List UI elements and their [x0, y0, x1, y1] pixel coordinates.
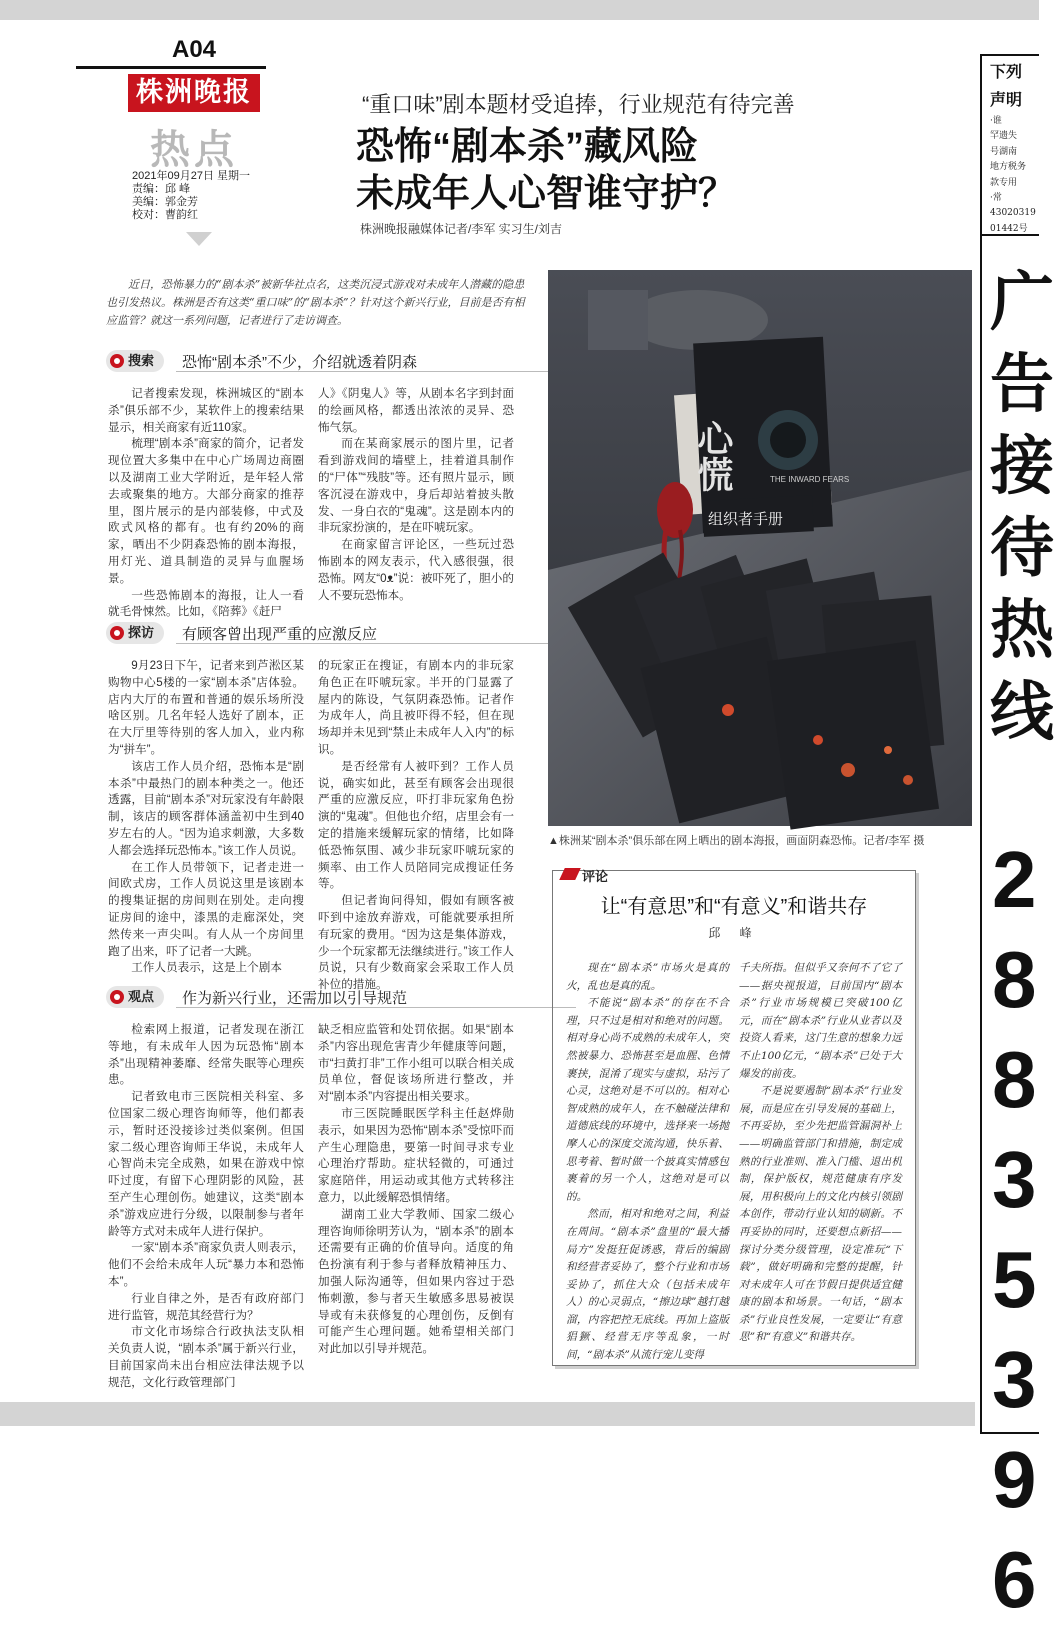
headline-kicker: “重口味”剧本题材受追捧，行业规范有待完善: [362, 92, 795, 117]
article-column: [108, 386, 304, 621]
article-column: [318, 658, 514, 994]
paragraph: 工作人员表示，这是上个剧本: [131, 961, 282, 975]
divider: [176, 371, 576, 372]
book-subtitle: THE INWARD FEARS: [770, 475, 850, 484]
paper-logo: 株洲晚报: [128, 74, 260, 112]
ad-hotline-label: 广 告 接 待 热 线: [990, 265, 1054, 750]
headline: [356, 124, 736, 218]
section-subtitle: 恐怖“剧本杀”不少，介绍就透着阴森: [182, 354, 417, 371]
section-header-search: [106, 350, 536, 372]
paragraph: 然而，相对和绝对之间，利益在周间。“剧本杀”盘里的“最大播局方”发挺狂促诱惑，背后的编剧和经营者妥协了，整个行业和市场妥协了，抓住大众（包括未成年人）的心灵弱点，“擦边球”越打越溜，内容把控无底线。再加上盗版猖獗、经营无序等乱象，一时间，“剧本杀”从流行宠儿变得: [566, 1208, 729, 1362]
page-number: A04: [172, 36, 217, 63]
section-subtitle: 有顾客曾出现严重的应激反应: [182, 626, 378, 643]
paragraph: 记者搜索发现，株洲城区的“剧本杀”俱乐部不少，某软件上的搜索结果显示，相关商家有近110家。: [108, 387, 304, 434]
bottom-bar: [0, 1402, 975, 1426]
paragraph: 不能说“剧本杀”的存在不合理，只不过是相对和绝对的问题。相对身心尚不成熟的未成年人，突然被暴力、恐怖甚至是血腥、色情裹挟，混淆了现实与虚拟，玷污了心灵，这绝对是不可以的。相对心智成熟的成年人，在不触碰法律和道德底线的环境中，选择来一场抛摩人心的深度交流沟通，快乐着、思考着、暂时做一个披真实情感包裹着的另一个人，这绝对是可以的。: [566, 997, 729, 1203]
comment-column: [566, 960, 729, 1365]
paragraph: 在商家留言评论区，一些玩过恐怖剧本的网友表示，代入感很强，很恐怖。网友“0ᴥ”说：被吓死了，胆小的人不要玩恐怖本。: [318, 538, 514, 602]
article-column: [108, 658, 304, 977]
section-tag: 观点: [106, 986, 164, 1008]
comment-author: 邱 峰: [708, 926, 760, 940]
top-bar: [0, 0, 1039, 20]
paragraph: 现在“剧本杀”市场火是真的火，乱也是真的乱。: [566, 962, 729, 992]
paragraph: 人》《阴鬼人》等，从剧本名字到封面的绘画风格，都透出浓浓的灵异、恐怖气氛。: [318, 387, 514, 434]
paragraph: 千夫所指。但似乎又奈何不了它了——据央视报道，目前国内“剧本杀”行业市场规模已突破100亿元，而在“剧本杀”行业从业者以及投资人看来，这门生意的想象力远不止100亿元，“剧本杀”已处于大爆发的前夜。: [739, 962, 902, 1080]
paragraph: 行业自律之外，是否有政府部门进行监管，规范其经营行为？: [108, 1291, 304, 1322]
comment-column: [739, 960, 902, 1347]
section-title: 热点: [150, 126, 238, 173]
booklet-label: 组织者手册: [708, 511, 784, 528]
paragraph: 而在某商家展示的图片里，记者看到游戏间的墙壁上，挂着道具制作的“尸体”“残肢”等。还有照片显示，顾客沉浸在游戏中，身后却站着披头散发、一身白衣的“鬼魂”。这是剧本内的非玩家扮演的，是在吓唬玩家。: [318, 437, 514, 535]
lead-paragraph: 近日，恐怖暴力的“剧本杀”被新华社点名，这类沉浸式游戏对未成年人潜藏的隐患也引发热议。株洲是否有这类“重口味”的“剧本杀”？针对这个新兴行业，目前是否有相应监管？就这一系列问题，记者进行了走访调查。: [106, 278, 525, 327]
article-column: [318, 386, 514, 604]
bullet-icon: [110, 990, 124, 1004]
photo-caption: ▲株洲某“剧本杀”俱乐部在网上晒出的剧本海报，画面阴森恐怖。记者/李军 摄: [548, 835, 925, 847]
article-column: [108, 1022, 304, 1392]
ad-hotline-number: 2 8 8 3 5 3 9 6: [992, 835, 1037, 1624]
headline-line-2: 未成年人心智谁守护？: [356, 173, 737, 215]
paragraph: 市文化市场综合行政执法支队相关负责人说，“剧本杀”属于新兴行业，目前国家尚未出台相应法律法规予以规范，文化行政管理部门: [108, 1325, 304, 1389]
paragraph: 记者致电市三医院相关科室、多位国家二级心理咨询师等，他们都表示，暂时还没接诊过类似案例。但国家二级心理咨询师王华说，未成年人心智尚未完全成熟，如果在游戏中惊吓过度，有留下心理阴影的风险，甚至产生心理创伤。她建议，这类“剧本杀”游戏应进行分级，以限制参与者年龄等方式对未成年人进行保护。: [108, 1090, 304, 1238]
paragraph: 湖南工业大学教师、国家二级心理咨询师徐明芳认为，“剧本杀”的剧本还需要有正确的价值导向。适度的角色扮演有利于参与者释放精神压力、加强人际沟通等，但如果内容过于恐怖刺激，参与者天生敏感多思易被误导或有未获修复的心理创伤，反倒有可能产生心理问题。她希望相关部门对此加以引导并规范。: [318, 1207, 514, 1356]
bullet-icon: [110, 626, 124, 640]
meta-date: 2021年09月27日 星期一: [132, 170, 250, 182]
paragraph: 梳理“剧本杀”商家的简介，记者发现位置大多集中在中心广场周边商圈以及湖南工业大学附近，是年轻人常去或聚集的地方。大部分商家的推荐里，图片展示的是内部装修，中式及欧式风格的都有。也有约20%的商家，晒出不少阴森恐怖的剧本海报，用灯光、道具制造的灵异与血腥场景。: [108, 437, 304, 585]
meta-proofreader: 校对：曹韵红: [132, 209, 198, 221]
paragraph: 一家“剧本杀”商家负责人则表示，他们不会给未成年人玩“暴力本和恐怖本”。: [108, 1241, 304, 1288]
byline: 株洲晚报融媒体记者/李军 实习生/刘吉: [360, 222, 563, 236]
divider: [176, 643, 576, 644]
paragraph: 9月23日下午，记者来到芦淞区某购物中心5楼的一家“剧本杀”店体验。店内大厅的布置和普通的娱乐场所没啥区别。几名年轻人选好了剧本，正在大厅里等待别的客人加入，业内称为“拼车”。: [108, 659, 304, 756]
article-photo: [548, 270, 972, 826]
ad-divider: [982, 234, 1039, 236]
meta-editor: 责编：邱 峰: [132, 183, 191, 195]
paragraph: 但记者询问得知，假如有顾客被吓到中途放弃游戏，可能就要承担所有玩家的费用。“因为这是集体游戏，少一个玩家都无法继续进行。”该工作人员说，只有少数商家会采取工作人员补位的措施。: [318, 894, 514, 992]
paragraph: 的玩家正在搜证，有剧本内的非玩家角色正在吓唬玩家。半开的门显露了屋内的陈设，气氛阴森恐怖。记者作为成年人，尚且被吓得不轻，但在现场却并未见到“禁止未成年人入内”的标识。: [318, 659, 514, 756]
bullet-icon: [110, 354, 124, 368]
ad-notice-text: ·谁 罕遗失 号湖南 地方税务 款专用 ·常 43020319 01442号: [990, 116, 1036, 234]
book-title: 心慌: [692, 420, 734, 492]
paragraph: 一些恐怖剧本的海报，让人一看就毛骨悚然。比如，《陪葬》《赶尸: [108, 588, 304, 619]
paragraph: 不是说要遏制“剧本杀”行业发展，而是应在引导发展的基础上，不再妥协，至少先把监管漏洞补上——明确监管部门和措施，制定成熟的行业准则、准入门槛、退出机制，保护版权，规范健康有序发展，用积极向上的文化内核引领剧本创作，带动行业认知的刷新。不再妥协的同时，还要想点新招——探讨分类分级管理，设定准玩“下载”，做好明确和完整的提醒，针对未成年人可在节假日提供适宜健康的剧本和场景。一句话，“剧本杀”行业良性发展，一定要让“有意思”和“有意义”和谐共存。: [739, 1085, 902, 1344]
comment-title: 让“有意思”和“有意义”和谐共存: [600, 896, 868, 918]
paragraph: 在工作人员带领下，记者走进一间欧式房，工作人员说这里是该剧本的搜集证据的房间则在别处。走向搜证房间的途中，漆黑的走廊深处，突然传来一声尖叫。有人从一个房间里跑了出来，吓了记者一大跳。: [108, 860, 304, 958]
section-header-visit: [106, 622, 536, 644]
meta-designer: 美编：郭金芳: [132, 196, 198, 208]
paragraph: 缺乏相应监管和处罚依据。如果“剧本杀”内容出现危害青少年健康等问题，市“扫黄打非”工作小组可以联合相关成员单位，督促该场所进行整改，并对“剧本杀”内容提出相关要求。: [318, 1023, 514, 1104]
paragraph: 该店工作人员介绍，恐怖本是“剧本杀”中最热门的剧本种类之一。他还透露，目前“剧本杀”对玩家没有年龄限制，该店的顾客群体涵盖初中生到40岁左右的人。“因为追求刺激，大多数人都会选择玩恐怖本。”该工作人员说。: [108, 759, 304, 857]
meta-arrow-icon: [186, 232, 212, 246]
headline-line-1: 恐怖“剧本杀”藏风险: [356, 126, 699, 168]
section-header-opinion: [106, 986, 536, 1008]
page-meta: [132, 170, 250, 222]
article-column: [318, 1022, 514, 1358]
paragraph: 是否经常有人被吓到？工作人员说，确实如此，甚至有顾客会出现很严重的应激反应，吓打非玩家角色扮演的“鬼魂”。但他也介绍，店里会有一定的措施来缓解玩家的情绪，比如降低恐怖氛围、减少非玩家吓唬玩家的频率、由工作人员陪同完成搜证任务等。: [318, 759, 514, 891]
section-subtitle: 作为新兴行业，还需加以引导规范: [182, 990, 408, 1007]
paragraph: 检索网上报道，记者发现在浙江等地，有未成年人因为玩恐怖“剧本杀”出现精神萎靡、经常失眠等心理疾患。: [108, 1023, 304, 1087]
page-number-rule: [76, 66, 266, 69]
section-tag: 探访: [106, 622, 164, 644]
section-tag: 搜索: [106, 350, 164, 372]
paragraph: 市三医院睡眠医学科主任赵烨勋表示，如果因为恐怖“剧本杀”受惊吓而产生心理隐患，要第一时间寻求专业心理治疗帮助。症状轻微的，可通过家庭陪伴，用运动或其他方式转移注意力，以此缓解恐惧情绪。: [318, 1106, 514, 1204]
divider: [176, 1007, 576, 1008]
ad-notice-heading: 下列 声明: [990, 62, 1023, 109]
